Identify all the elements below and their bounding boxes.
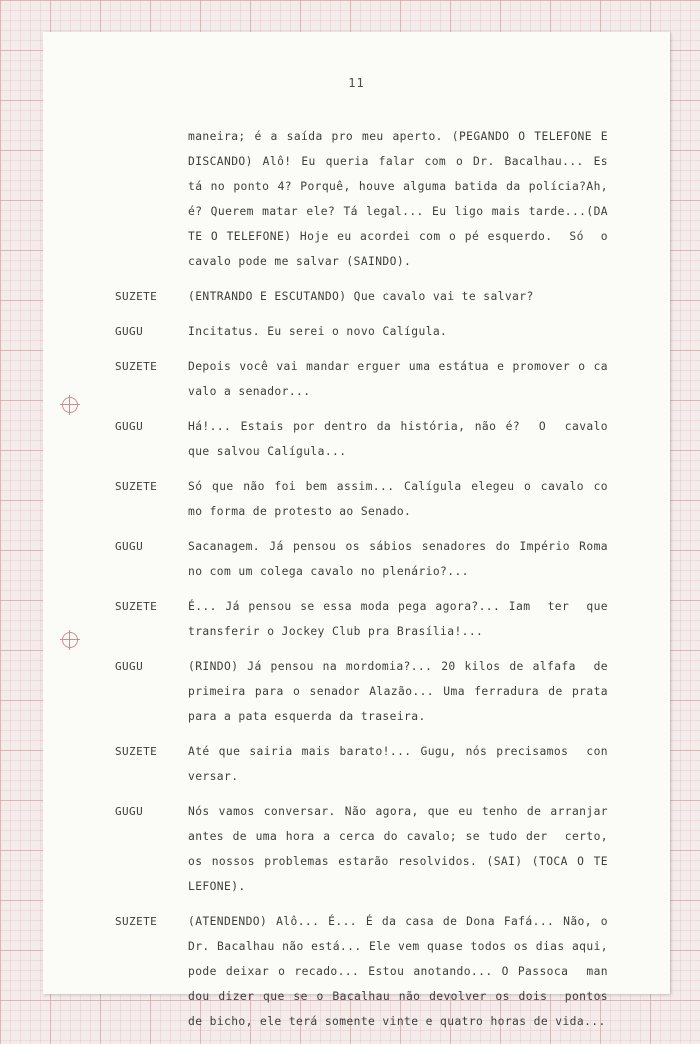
text-line: primeira para o senador Alazão... Uma ferradura de prata [188,685,608,698]
text-line: valo a senador... [188,385,311,398]
dialogue-text [188,319,608,344]
dialogue-block [43,124,670,274]
text-line: pode deixar o recado... Estou anotando... O Passoca man [188,965,608,978]
text-line: TE O TELEFONE) Hoje eu acordei com o pé esquerdo. Só o [188,230,608,243]
dialogue-text [188,654,608,729]
dialogue-text [188,354,608,404]
dialogue-text [188,284,608,309]
text-line: (ENTRANDO E ESCUTANDO) Que cavalo vai te salvar? [188,290,534,303]
text-line: Incitatus. Eu serei o novo Calígula. [188,325,448,338]
dialogue-block [43,534,670,584]
text-line: para a pata esquerda da traseira. [188,710,426,723]
text-line: os nossos problemas estarão resolvidos. (SAI) (TOCA O TE [188,855,608,868]
speaker-name: SUZETE [115,600,158,613]
dialogue-block [43,354,670,404]
dialogue-block [43,319,670,344]
speaker-name: GUGU [115,660,144,673]
script-page [43,32,670,1028]
dialogue-text [188,594,608,644]
text-line: Há!... Estais por dentro da história, não é? O cavalo [188,420,608,433]
speaker-name: SUZETE [115,745,158,758]
dialogue-text [188,739,608,789]
dialogue-block [43,739,670,789]
text-line: (RINDO) Já pensou na mordomia?... 20 kilos de alfafa de [188,660,608,673]
text-line: versar. [188,770,239,783]
registration-mark [62,397,78,413]
text-line: tá no ponto 4? Porquê, houve alguma batida da polícia?Ah, [188,180,608,193]
speaker-name: GUGU [115,540,144,553]
speaker-name: SUZETE [115,290,158,303]
dialogue-block [43,414,670,464]
speaker-name: SUZETE [115,915,158,928]
text-line: maneira; é a saída pro meu aperto. (PEGANDO O TELEFONE E [188,130,608,143]
dialogue-block [43,654,670,729]
text-line: Sacanagem. Já pensou os sábios senadores do Império Roma [188,540,608,553]
dialogue-text [188,909,608,1034]
dialogue-block [43,594,670,644]
text-line: Dr. Bacalhau não está... Ele vem quase todos os dias aqui, [188,940,608,953]
script-text [43,124,670,1044]
dialogue-text [188,534,608,584]
text-line: (ATENDENDO) Alô... É... É da casa de Dona Fafá... Não, o [188,915,608,928]
dialogue-block [43,909,670,1034]
text-line: Só que não foi bem assim... Calígula elegeu o cavalo co [188,480,608,493]
dialogue-text [188,124,608,274]
text-line: que salvou Calígula... [188,445,347,458]
dialogue-block [43,799,670,899]
speaker-name: SUZETE [115,360,158,373]
dialogue-block [43,284,670,309]
text-line: antes de uma hora a cerca do cavalo; se tudo der certo, [188,830,608,843]
text-line: Depois você vai mandar erguer uma estátua e promover o ca [188,360,608,373]
text-line: DISCANDO) Alô! Eu queria falar com o Dr. Bacalhau... Es [188,155,608,168]
text-line: Até que sairia mais barato!... Gugu, nós precisamos con [188,745,608,758]
text-line: cavalo pode me salvar (SAINDO). [188,255,412,268]
speaker-name [43,124,188,274]
speaker-name: GUGU [115,805,144,818]
text-line: de bicho, ele terá somente vinte e quatro horas de vida... [188,1015,606,1028]
speaker-name: SUZETE [115,480,158,493]
text-line: Nós vamos conversar. Não agora, que eu tenho de arranjar [188,805,608,818]
text-line: é? Querem matar ele? Tá legal... Eu ligo mais tarde...(DA [188,205,608,218]
text-line: dou dizer que se o Bacalhau não devolver os dois pontos [188,990,608,1003]
page-number: 11 [348,76,365,90]
registration-mark [62,632,78,648]
text-line: LEFONE). [188,880,246,893]
dialogue-text [188,414,608,464]
text-line: no com um colega cavalo no plenário?... [188,565,469,578]
dialogue-block [43,474,670,524]
dialogue-text [188,474,608,524]
text-line: transferir o Jockey Club pra Brasília!... [188,625,484,638]
dialogue-text [188,799,608,899]
text-line: É... Já pensou se essa moda pega agora?... Iam ter que [188,600,608,613]
speaker-name: GUGU [115,420,144,433]
text-line: mo forma de protesto ao Senado. [188,505,412,518]
speaker-name: GUGU [115,325,144,338]
